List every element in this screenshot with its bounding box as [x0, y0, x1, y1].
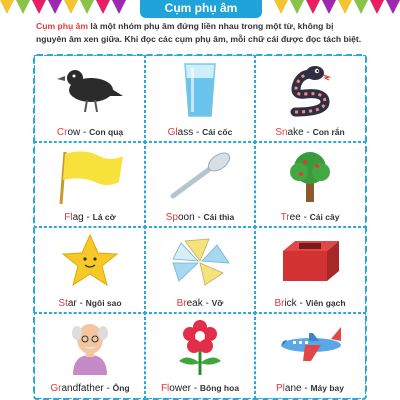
translation: Con quạ	[89, 126, 124, 137]
cluster-letters: Cr	[56, 126, 68, 138]
translation: Viên gạch	[305, 297, 346, 308]
card-caption: Crow - Con quạ	[56, 126, 124, 138]
card-caption: Flag - Lá cờ	[64, 212, 116, 223]
crow-icon	[55, 62, 125, 118]
snake-icon	[275, 62, 345, 118]
word-rest: ower	[169, 383, 191, 394]
page-title: Cụm phụ âm	[140, 0, 262, 18]
intro-paragraph	[36, 20, 366, 46]
spoon-icon	[165, 148, 235, 204]
vocab-card	[144, 226, 256, 314]
translation: Lá cờ	[92, 212, 116, 222]
vocab-card	[254, 226, 366, 314]
word-rest: ar	[67, 297, 77, 309]
glass-icon	[165, 62, 235, 118]
translation: Bông hoa	[199, 383, 240, 393]
vocab-card	[144, 55, 256, 143]
vocab-card	[254, 55, 366, 143]
cluster-letters: Gl	[167, 126, 178, 138]
card-caption: Star - Ngôi sao	[58, 297, 122, 309]
cluster-letters: Fl	[64, 212, 73, 223]
word-rest: ass	[177, 126, 194, 138]
cluster-letters: Pl	[275, 383, 285, 394]
flower-icon	[165, 319, 235, 375]
vocab-card	[254, 312, 366, 400]
card-caption: Flower - Bông hoa	[160, 383, 240, 394]
translation: Ngôi sao	[85, 297, 122, 308]
translation: Vỡ	[211, 297, 224, 308]
translation: Cái cốc	[202, 126, 233, 137]
translation: Ông	[112, 383, 130, 393]
word-rest: ag	[72, 212, 84, 223]
card-caption: Break - Vỡ	[176, 297, 224, 309]
cluster-letters: Sp	[165, 212, 178, 223]
vocab-card	[34, 312, 146, 400]
cluster-letters: Fl	[160, 383, 170, 394]
vocab-card	[34, 55, 146, 143]
vocab-card	[34, 226, 146, 314]
vocab-grid	[33, 54, 367, 400]
card-caption: Grandfather - Ông	[50, 383, 130, 394]
word-rest: ick	[284, 297, 297, 309]
flag-icon	[55, 148, 125, 204]
vocab-card	[34, 141, 146, 229]
card-caption: Spoon - Cái thìa	[165, 212, 235, 223]
card-caption: Tree - Cái cây	[280, 212, 340, 223]
card-caption: Brick - Viên gạch	[274, 297, 346, 309]
star-icon	[55, 233, 125, 289]
grandfather-icon	[55, 319, 125, 375]
word-rest: ow	[67, 126, 81, 138]
word-rest: andfather	[61, 383, 104, 394]
translation: Con rắn	[312, 126, 345, 137]
intro-term: Cụm phụ âm	[36, 21, 89, 31]
card-caption: Glass - Cái cốc	[167, 126, 233, 138]
break-icon	[165, 233, 235, 289]
cluster-letters: Sn	[275, 126, 288, 138]
translation: Máy bay	[310, 383, 345, 393]
cluster-letters: Tr	[280, 212, 290, 223]
translation: Cái thìa	[203, 212, 235, 222]
cluster-letters: Gr	[50, 383, 62, 394]
vocab-card	[144, 141, 256, 229]
word-rest: oon	[177, 212, 195, 223]
word-rest: ake	[287, 126, 304, 138]
card-caption: Plane - Máy bay	[275, 383, 345, 394]
cluster-letters: Br	[274, 297, 285, 309]
cluster-letters: Br	[176, 297, 187, 309]
vocab-card	[144, 312, 256, 400]
vocab-card	[254, 141, 366, 229]
tree-icon	[275, 148, 345, 204]
plane-icon	[275, 319, 345, 375]
word-rest: ane	[284, 383, 302, 394]
cluster-letters: St	[58, 297, 68, 309]
intro-text: là một nhóm phụ âm đứng liền nhau trong một từ, không bị nguyên âm xen giữa. Khi đọc các cụm phụ âm, mỗi chữ cái được đọc tách biệt.	[36, 21, 362, 44]
brick-icon	[275, 233, 345, 289]
translation: Cái cây	[309, 212, 340, 222]
word-rest: ee	[289, 212, 301, 223]
card-caption: Snake - Con rắn	[275, 126, 345, 138]
word-rest: eak	[186, 297, 203, 309]
